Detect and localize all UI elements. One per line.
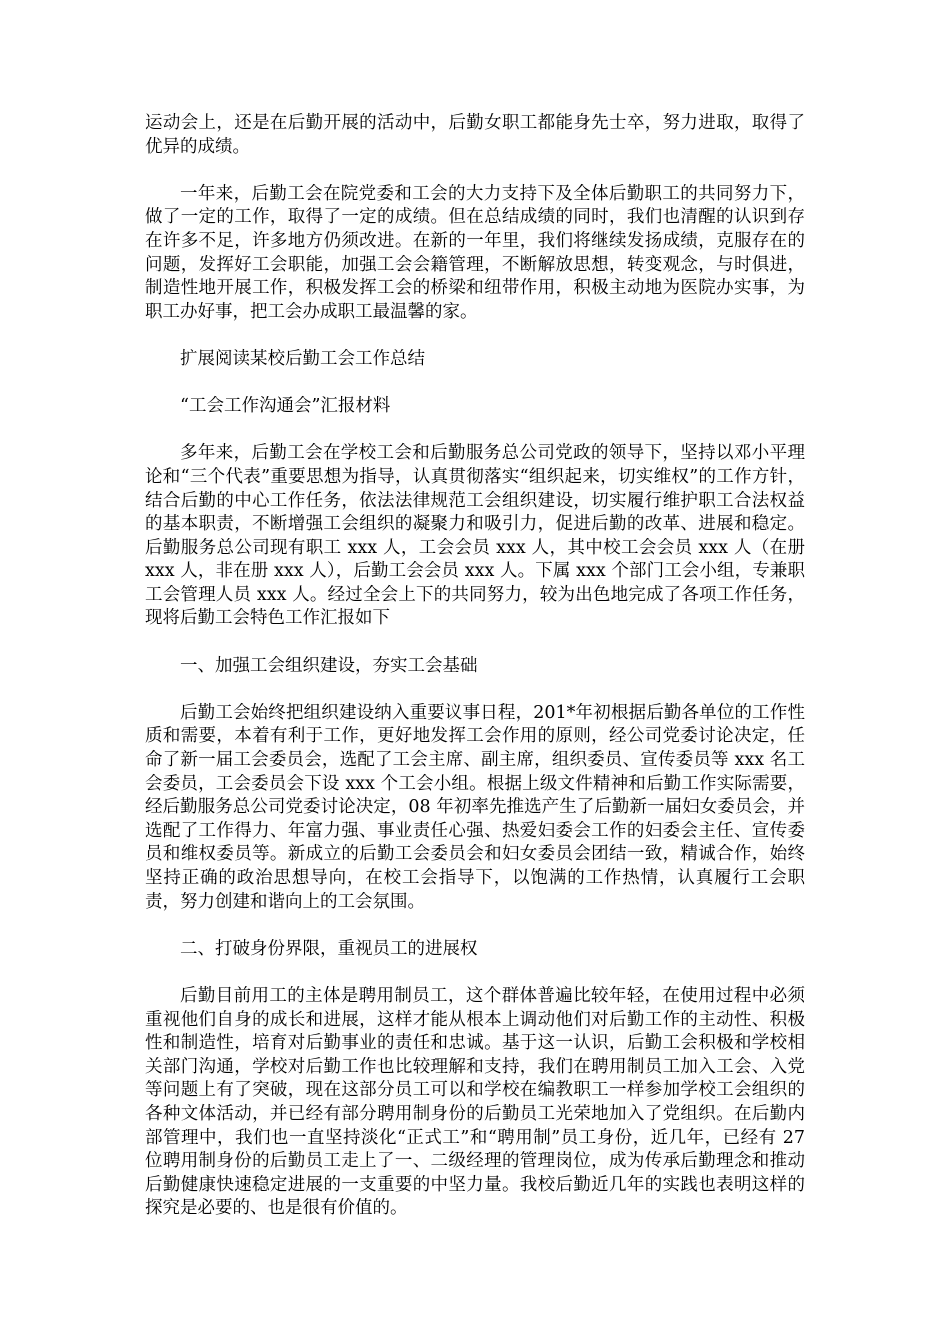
paragraph-employee-development: 后勤目前用工的主体是聘用制员工，这个群体普遍比较年轻，在使用过程中必须重视他们自身的成长和进展，这样才能从根本上调动他们对后勤工作的主动性、积极性和制造性，培育对后勤事业的责任和忠诚。基于这一认识，后勤工会积极和学校相关部门沟通，学校对后勤工作也比较理解和支持，我们在聘用制员工加入工会、入党等问题上有了突破，现在这部分员工可以和学校在编教职工一样参加学校工会组织的各种文体活动，并已经有部分聘用制身份的后勤员工光荣地加入了党组织。在后勤内部管理中，我们也一直坚持淡化“正式工”和“聘用制”员工身份，近几年，已经有 27 位聘用制身份的后勤员工走上了一、二级经理的管理岗位，成为传承后勤理念和推动后勤健康快速稳定进展的一支重要的中坚力量。我校后勤近几年的实践也表明这样的探究是必要的、也是很有价值的。 (145, 985, 805, 1219)
document-page (145, 112, 805, 1245)
heading-section-two: 二、打破身份界限，重视员工的进展权 (180, 938, 478, 959)
heading-report-material: “工会工作沟通会”汇报材料 (180, 396, 391, 417)
paragraph-sports-meet: 运动会上，还是在后勤开展的活动中，后勤女职工都能身先士卒，努力进取，取得了优异的成绩。 (145, 113, 805, 157)
heading-section-one: 一、加强工会组织建设，夯实工会基础 (180, 655, 478, 676)
paragraph-organization-building: 后勤工会始终把组织建设纳入重要议事日程，201*年初根据后勤各单位的工作性质和需要，本着有利于工作，更好地发挥工会作用的原则，经公司党委讨论决定，任命了新一届工会委员会，选配了工会主席、副主席，组织委员、宣传委员等 xxx 名工会委员，工会委员会下设 xxx 个工会小组。根据上级文件精神和后勤工作实际需要，经后勤服务总公司党委讨论决定，08 年初率先推选产生了后勤新一届妇女委员会，并选配了工作得力、年富力强、事业责任心强、热爱妇委会工作的妇委会主任、宣传委员和维权委员等。新成立的后勤工会委员会和妇女委员会团结一致，精诚合作，始终坚持正确的政治思想导向，在校工会指导下，以饱满的工作热情，认真履行工会职责，努力创建和谐向上的工会氛围。 (145, 702, 805, 912)
paragraph-overview: 多年来，后勤工会在学校工会和后勤服务总公司党政的领导下，坚持以邓小平理论和“三个代表”重要思想为指导，认真贯彻落实“组织起来，切实维权”的工作方针，结合后勤的中心工作任务，依法法律规范工会组织建设，切实履行维护职工合法权益的基本职责，不断增强工会组织的凝聚力和吸引力，促进后勤的改革、进展和稳定。后勤服务总公司现有职工 xxx 人，工会会员 xxx 人，其中校工会会员 xxx 人（在册 xxx 人，非在册 xxx 人），后勤工会会员 xxx 人。下属 xxx 个部门工会小组，专兼职工会管理人员 xxx 人。经过全会上下的共同努力，较为出色地完成了各项工作任务，现将后勤工会特色工作汇报如下 (145, 443, 805, 629)
heading-extended-reading: 扩展阅读某校后勤工会工作总结 (180, 348, 425, 369)
paragraph-year-summary: 一年来，后勤工会在院党委和工会的大力支持下及全体后勤职工的共同努力下，做了一定的工作，取得了一定的成绩。但在总结成绩的同时，我们也清醒的认识到存在许多不足，许多地方仍须改进。在新的一年里，我们将继续发扬成绩，克服存在的问题，发挥好工会职能，加强工会会籍管理，不断解放思想，转变观念，与时俱进，制造性地开展工作，积极发挥工会的桥梁和纽带作用，积极主动地为医院办实事，为职工办好事，把工会办成职工最温馨的家。 (145, 183, 805, 322)
